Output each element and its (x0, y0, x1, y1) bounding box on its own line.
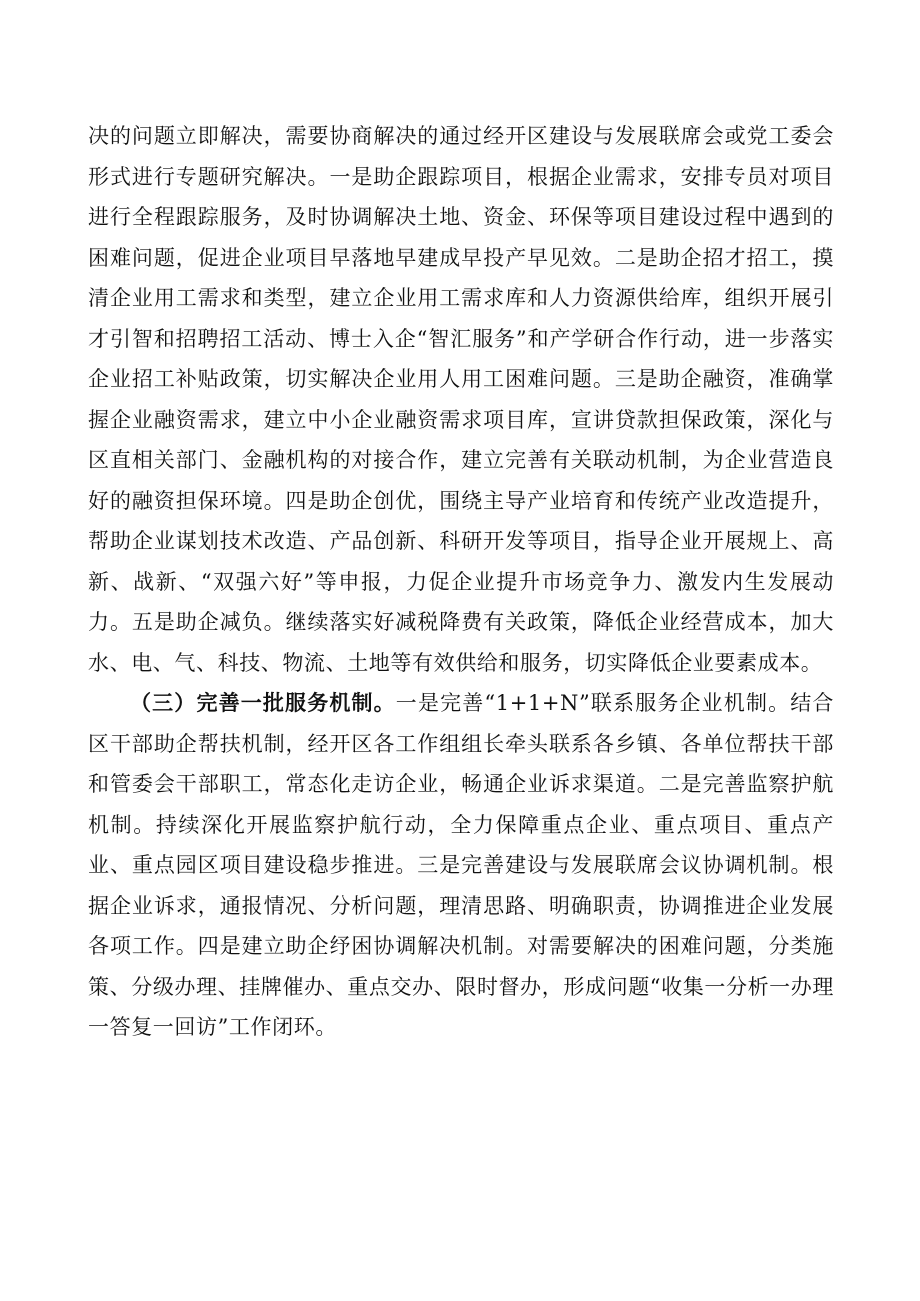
section-heading: （三）完善一批服务机制。 (130, 690, 396, 715)
paragraph-text: 一是完善“1+1+N”联系服务企业机制。结合区干部助企帮扶机制，经开区各工作组组长牵头联系各乡镇、各单位帮扶干部和管委会干部职工，常态化走访企业，畅通企业诉求渠道。二是完善监察护航机制。持续深化开展监察护航行动，全力保障重点企业、重点项目、重点产业、重点园区项目建设稳步推进。三是完善建设与发展联席会议协调机制。根据企业诉求，通报情况、分析问题，理清思路、明确职责，协调推进企业发展各项工作。四是建立助企纾困协调解决机制。对需要解决的困难问题，分类施策、分级办理、挂牌催办、重点交办、限时督办，形成问题“收集一分析一办理一答复一回访”工作闭环。 (88, 691, 834, 1039)
paragraph-continuation (88, 116, 834, 683)
document-body (88, 116, 834, 1048)
paragraph-section-three (88, 683, 834, 1048)
paragraph-text: 决的问题立即解决，需要协商解决的通过经开区建设与发展联席会或党工委会形式进行专题研究解决。一是助企跟踪项目，根据企业需求，安排专员对项目进行全程跟踪服务，及时协调解决土地、资金、环保等项目建设过程中遇到的困难问题，促进企业项目早落地早建成早投产早见效。二是助企招才招工，摸清企业用工需求和类型，建立企业用工需求库和人力资源供给库，组织开展引才引智和招聘招工活动、博士入企“智汇服务”和产学研合作行动，进一步落实企业招工补贴政策，切实解决企业用人用工困难问题。三是助企融资，准确掌握企业融资需求，建立中小企业融资需求项目库，宣讲贷款担保政策，深化与区直相关部门、金融机构的对接合作，建立完善有关联动机制，为企业营造良好的融资担保环境。四是助企创优，围绕主导产业培育和传统产业改造提升，帮助企业谋划技术改造、产品创新、科研开发等项目，指导企业开展规上、高新、战新、“双强六好”等申报，力促企业提升市场竞争力、激发内生发展动力。五是助企减负。继续落实好减税降费有关政策，降低企业经营成本，加大水、电、气、科技、物流、土地等有效供给和服务，切实降低企业要素成本。 (88, 124, 834, 675)
